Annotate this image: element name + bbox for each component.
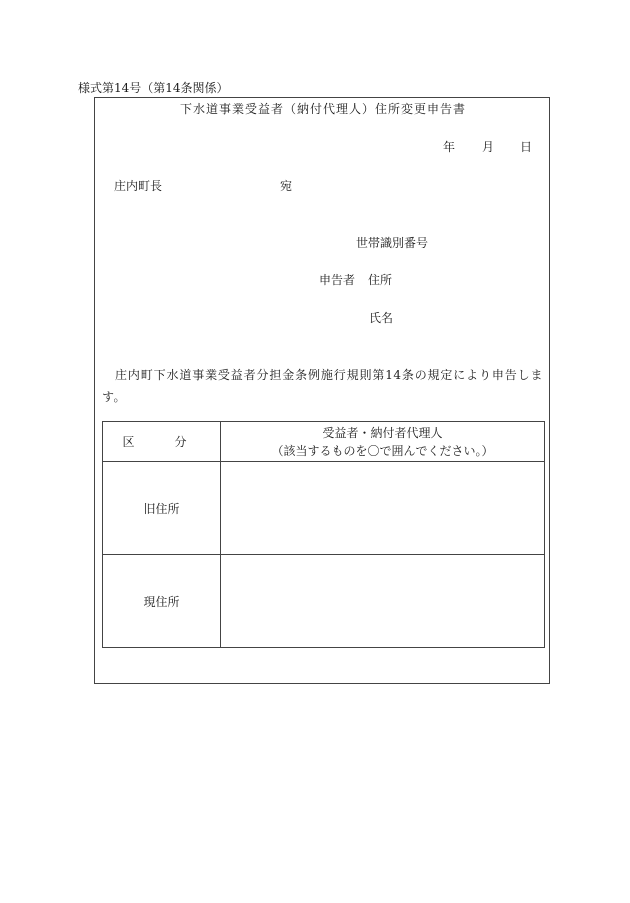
address-label: 住所	[368, 273, 393, 287]
old-address-field[interactable]	[221, 462, 545, 555]
date-day: 日	[520, 140, 533, 154]
date-month: 月	[482, 140, 495, 154]
household-id-label: 世帯識別番号	[356, 236, 429, 250]
party-header-line1: 受益者・納付者代理人	[322, 425, 443, 440]
form-title: 下水道事業受益者（納付代理人）住所変更申告書	[179, 102, 466, 116]
current-address-label: 現住所	[103, 555, 221, 648]
party-header-line2: （該当するものを〇で囲んでください。）	[271, 443, 494, 458]
party-header	[221, 422, 545, 462]
current-address-field[interactable]	[221, 555, 545, 648]
form-frame	[94, 97, 550, 684]
old-address-label: 旧住所	[103, 462, 221, 555]
address-change-table	[102, 421, 545, 648]
declarant-label: 申告者	[319, 273, 356, 287]
name-label: 氏名	[369, 311, 394, 325]
table-row	[103, 462, 545, 555]
addressee-honorific: 宛	[280, 179, 293, 193]
table-header-row	[103, 422, 545, 462]
table-row	[103, 555, 545, 648]
category-header: 区 分	[103, 422, 221, 462]
addressee-name: 庄内町長	[114, 179, 163, 193]
form-number: 様式第14号（第14条関係）	[78, 81, 229, 95]
body-text: 庄内町下水道事業受益者分担金条例施行規則第14条の規定により申告します。	[102, 368, 543, 404]
date-year: 年	[443, 140, 456, 154]
